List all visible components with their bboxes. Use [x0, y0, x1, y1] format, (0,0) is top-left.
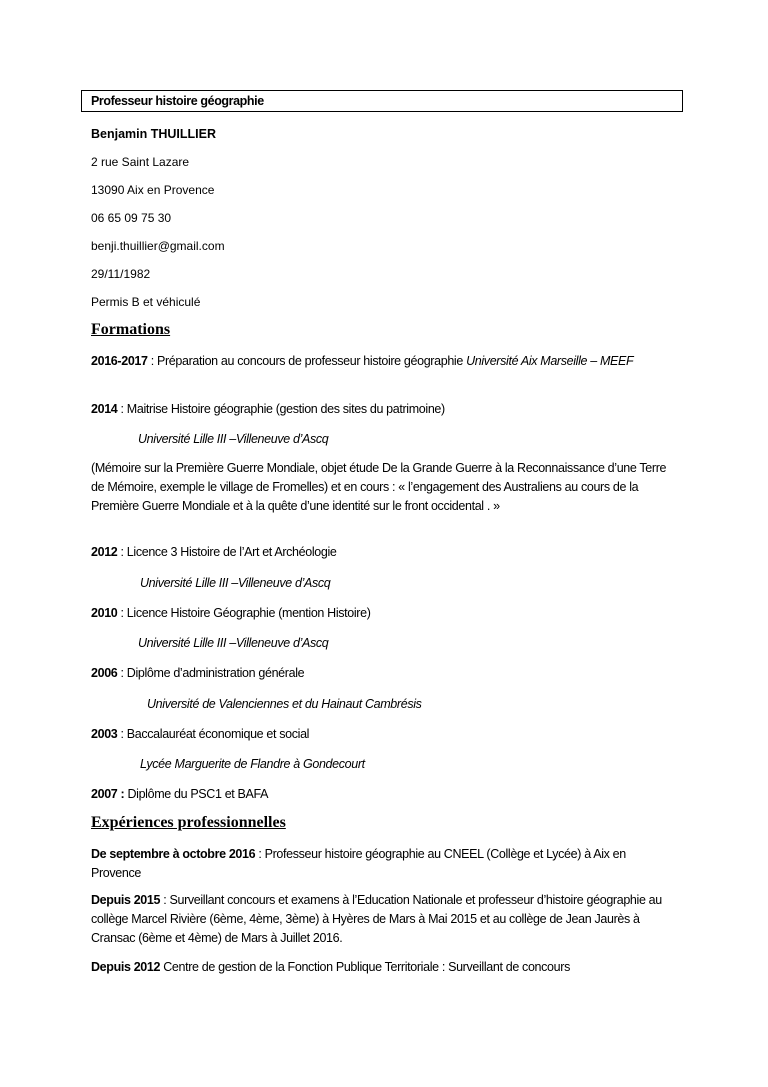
cv-title: Professeur histoire géographie — [91, 94, 264, 108]
contact-address-line1: 2 rue Saint Lazare — [91, 155, 190, 169]
formation-year: 2012 — [91, 545, 118, 559]
formation-year: 2006 — [91, 666, 118, 680]
formation-year: 2016-2017 — [91, 354, 148, 368]
formation-text: : Préparation au concours de professeur histoire géographie — [147, 354, 467, 368]
formations-heading: Formations — [91, 321, 171, 338]
formation-item — [91, 666, 304, 680]
formation-institution: Lycée Marguerite de Flandre à Gondecourt — [140, 757, 365, 771]
formation-institution: Université Lille III –Villeneuve d’Ascq — [140, 576, 331, 590]
formation-item — [91, 606, 371, 620]
formation-text: : Licence Histoire Géographie (mention Histoire) — [117, 606, 371, 620]
experience-item — [91, 891, 676, 948]
formation-item — [91, 545, 337, 559]
experience-item — [91, 960, 570, 974]
contact-name: Benjamin THUILLIER — [91, 127, 217, 141]
formation-item — [91, 727, 309, 741]
experience-period: De septembre à octobre 2016 — [91, 847, 256, 861]
formation-text: : Maitrise Histoire géographie (gestion des sites du patrimoine) — [117, 402, 445, 416]
contact-driving-license: Permis B et véhiculé — [91, 295, 201, 309]
experience-item — [91, 845, 676, 883]
formation-year: 2003 — [91, 727, 118, 741]
contact-email: benji.thuillier@gmail.com — [91, 239, 225, 253]
formation-memoire: (Mémoire sur la Première Guerre Mondiale, objet étude De la Grande Guerre à la Reconnaissance d’une Terre de Mémoire, exemple le village de Fromelles) et en cours : « l’engagement des Australiens au cours de la Première Guerre Mondiale et à la quête d’une identité sur le front occidental . » — [91, 461, 667, 513]
contact-birthdate: 29/11/1982 — [91, 267, 151, 281]
formation-year: 2010 — [91, 606, 118, 620]
formation-year: 2014 — [91, 402, 118, 416]
formation-text: : Baccalauréat économique et social — [117, 727, 310, 741]
formation-institution: Université Lille III –Villeneuve d’Ascq — [138, 432, 329, 446]
contact-address-line2: 13090 Aix en Provence — [91, 183, 215, 197]
formation-institution: Université Aix Marseille – MEEF — [466, 354, 634, 368]
formation-institution: Université de Valenciennes et du Hainaut Cambrésis — [147, 697, 422, 711]
formation-text: : Licence 3 Histoire de l’Art et Archéologie — [117, 545, 337, 559]
experience-period: Depuis 2015 — [91, 893, 161, 907]
contact-phone: 06 65 09 75 30 — [91, 211, 172, 225]
experiences-heading: Expériences professionnelles — [91, 814, 286, 831]
experience-text: : Professeur histoire géographie au CNEEL (Collège et Lycée) à Aix en Provence — [91, 847, 626, 880]
formation-item — [91, 402, 445, 416]
formation-text: Diplôme du PSC1 et BAFA — [124, 787, 269, 801]
formation-item — [91, 787, 268, 801]
formation-year: 2007 : — [91, 787, 125, 801]
experience-period: Depuis 2012 — [91, 960, 161, 974]
experience-text: Centre de gestion de la Fonction Publique Territoriale : Surveillant de concours — [160, 960, 570, 974]
experience-text: : Surveillant concours et examens à l’Education Nationale et professeur d’histoire géographie au collège Marcel Rivière (6ème, 4ème, 3ème) à Hyères de Mars à Mai 2015 et au collège de Jean Jaurès à Cransac (6ème et 4ème) de Mars à Juillet 2016. — [91, 893, 662, 945]
formation-institution: Université Lille III –Villeneuve d’Ascq — [138, 636, 329, 650]
cv-title-box — [81, 90, 683, 112]
formation-item — [91, 352, 676, 371]
formation-text: : Diplôme d’administration générale — [117, 666, 305, 680]
